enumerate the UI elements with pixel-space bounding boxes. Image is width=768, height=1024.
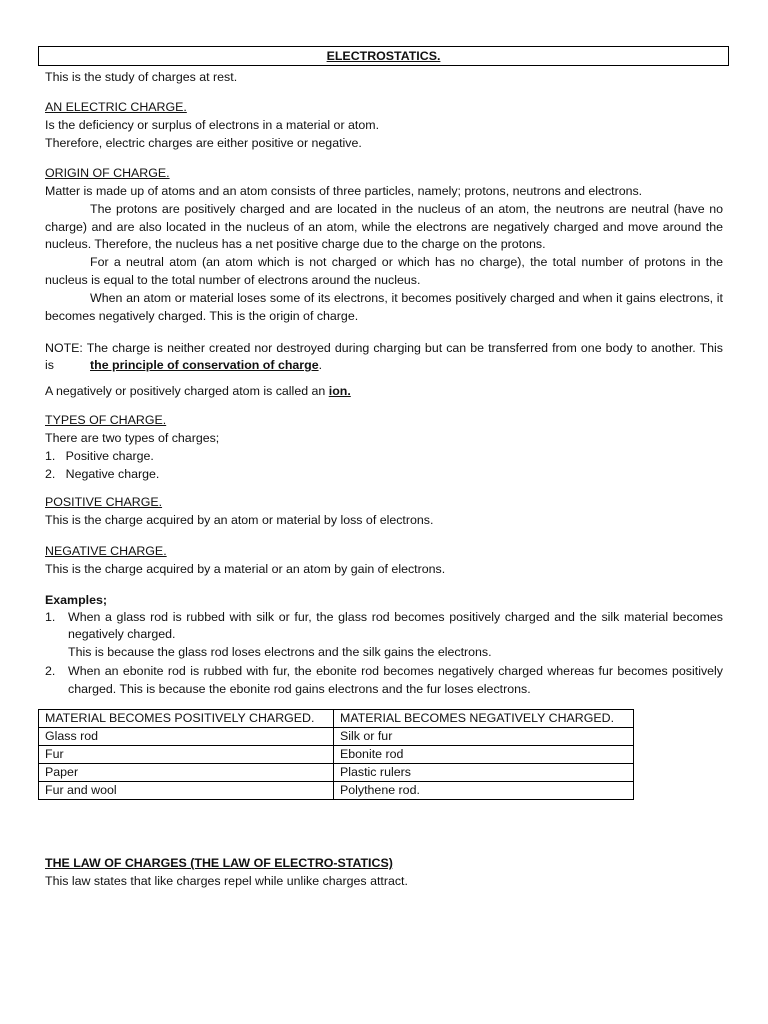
table-row	[39, 764, 634, 782]
table-cell: Fur and wool	[39, 782, 334, 800]
origin-p3-line-2: becomes negatively charged. This is the origin of charge.	[45, 309, 359, 323]
table-header-row	[39, 710, 634, 728]
note-period: .	[318, 358, 323, 372]
law-of-charges-text: This law states that like charges repel while unlike charges attract.	[45, 874, 408, 888]
electric-charge-line-2: Therefore, electric charges are either positive or negative.	[45, 136, 362, 150]
heading-negative-charge: NEGATIVE CHARGE.	[45, 544, 167, 558]
table-cell: Silk or fur	[334, 728, 634, 746]
intro-text: This is the study of charges at rest.	[45, 70, 238, 84]
example-1-line-1: When a glass rod is rubbed with silk or fur, the glass rod becomes positively charged and the silk material becomes	[68, 610, 723, 624]
note-line-1: NOTE: The charge is neither created nor destroyed during charging but can be transferred from one body to another. This is	[45, 341, 723, 372]
example-1-line-3: This is because the glass rod loses electrons and the silk gains the electrons.	[68, 645, 492, 659]
heading-electric-charge: AN ELECTRIC CHARGE.	[45, 100, 187, 114]
positive-charge-text: This is the charge acquired by an atom or material by loss of electrons.	[45, 513, 434, 527]
origin-p1-line-1: The protons are positively charged and are located in the nucleus of an atom, the neutrons are neutral (have no	[90, 202, 723, 216]
note-line-2	[90, 357, 322, 374]
ion-text: A negatively or positively charged atom is called an	[45, 384, 329, 398]
ion-word: ion.	[328, 384, 351, 398]
origin-p1-line-3: nucleus. Therefore, the nucleus has a net positive charge due to the charge on the protons.	[45, 237, 546, 251]
ion-definition	[45, 383, 723, 400]
origin-line-1: Matter is made up of atoms and an atom consists of three particles, namely; protons, neutrons and electrons.	[45, 184, 643, 198]
example-1-line-2: negatively charged.	[68, 627, 176, 641]
table-cell: Paper	[39, 764, 334, 782]
heading-positive-charge: POSITIVE CHARGE.	[45, 495, 163, 509]
example-2-line-1: When an ebonite rod is rubbed with fur, the ebonite rod becomes negatively charged whereas fur becomes positively	[68, 664, 723, 678]
origin-p2-line-1: For a neutral atom (an atom which is not charged or which has no charge), the total number of protons in the	[90, 255, 723, 269]
table-cell: Ebonite rod	[334, 746, 634, 764]
heading-types-of-charge: TYPES OF CHARGE.	[45, 413, 167, 427]
table-header-positive: MATERIAL BECOMES POSITIVELY CHARGED.	[39, 710, 334, 728]
example-2-number: 2.	[45, 664, 56, 678]
electric-charge-line-1: Is the deficiency or surplus of electrons in a material or atom.	[45, 118, 380, 132]
table-row	[39, 728, 634, 746]
origin-p2-line-2: nucleus is equal to the total number of electrons around the nucleus.	[45, 273, 421, 287]
types-item-positive: 1. Positive charge.	[45, 449, 154, 463]
example-1-number: 1.	[45, 610, 56, 624]
materials-table	[38, 709, 634, 800]
table-cell: Plastic rulers	[334, 764, 634, 782]
table-header-negative: MATERIAL BECOMES NEGATIVELY CHARGED.	[334, 710, 634, 728]
table-cell: Polythene rod.	[334, 782, 634, 800]
table-cell: Fur	[39, 746, 334, 764]
principle-of-conservation: the principle of conservation of charge	[90, 358, 319, 372]
example-2-line-2: charged. This is because the ebonite rod gains electrons and the fur loses electrons.	[68, 682, 531, 696]
types-item-negative: 2. Negative charge.	[45, 467, 160, 481]
negative-charge-text: This is the charge acquired by a material or an atom by gain of electrons.	[45, 562, 446, 576]
table-cell: Glass rod	[39, 728, 334, 746]
origin-p3-line-1: When an atom or material loses some of its electrons, it becomes positively charged and when it gains electrons, it	[90, 291, 723, 305]
document-title: ELECTROSTATICS.	[38, 46, 729, 66]
types-intro: There are two types of charges;	[45, 431, 220, 445]
heading-origin-of-charge: ORIGIN OF CHARGE.	[45, 166, 170, 180]
table-row	[39, 746, 634, 764]
origin-p1-line-2: charge) and are also located in the nucleus of an atom, while the electrons are negatively charged and move around the	[45, 220, 723, 234]
heading-law-of-charges: THE LAW OF CHARGES (THE LAW OF ELECTRO-STATICS)	[45, 856, 393, 870]
table-row	[39, 782, 634, 800]
heading-examples: Examples;	[45, 593, 107, 607]
